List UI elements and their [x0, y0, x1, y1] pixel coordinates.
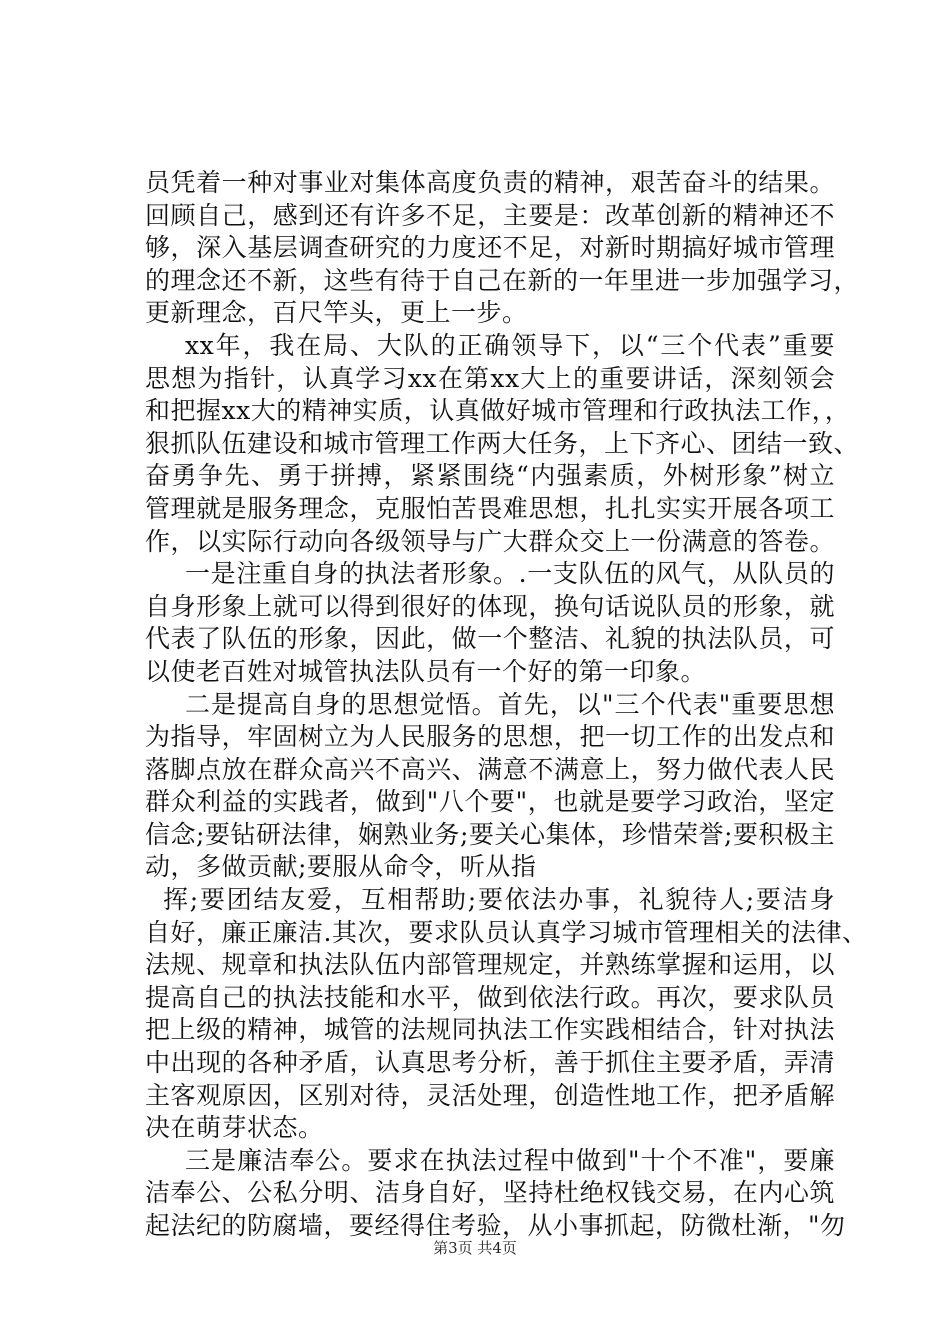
- text-line: 动，多做贡献;要服从命令，听从指: [145, 852, 537, 882]
- text-line: 法规、规章和执法队伍内部管理规定，并熟练掌握和运用，以: [145, 950, 835, 980]
- text-line: 决在萌芽状态。: [145, 1113, 324, 1143]
- text-line: 把上级的精神，城管的法规同执法工作实践相结合，针对执法: [145, 1015, 835, 1045]
- text-line: 奋勇争先、勇于拼搏，紧紧围绕“内强素质，外树形象”树立: [145, 461, 835, 491]
- text-line: 思想为指针，认真学习xx在第xx大上的重要讲话，深刻领会: [145, 363, 835, 393]
- text-line: 落脚点放在群众高兴不高兴、满意不满意上，努力做代表人民: [145, 754, 835, 784]
- page-number-label: 第3页 共4页: [433, 1239, 517, 1257]
- text-line: 管理就是服务理念，克服怕苦畏难思想，扎扎实实开展各项工: [145, 493, 835, 523]
- text-line: 狠抓队伍建设和城市管理工作两大任务，上下齐心、团结一致、: [145, 428, 860, 458]
- text-line: 提高自己的执法技能和水平，做到依法行政。再次，要求队员: [145, 982, 835, 1012]
- text-line: xx年，我在局、大队的正确领导下，以“三个代表”重要: [185, 330, 835, 360]
- text-line: 自好，廉正廉洁.其次，要求队员认真学习城市管理相关的法律、: [145, 917, 868, 947]
- text-line: 中出现的各种矛盾，认真思考分析，善于抓住主要矛盾，弄清: [145, 1048, 835, 1078]
- text-line: 代表了队伍的形象，因此，做一个整洁、礼貌的执法队员，可: [145, 624, 835, 654]
- text-line: 更新理念，百尺竿头，更上一步。: [145, 298, 528, 328]
- text-line: 的理念还不新，这些有待于自己在新的一年里进一步加强学习，: [145, 265, 860, 295]
- text-line: 群众利益的实践者，做到"八个要"，也就是要学习政治，坚定: [145, 787, 835, 817]
- text-line: 回顾自己，感到还有许多不足，主要是：改革创新的精神还不: [145, 200, 835, 230]
- text-line: 二是提高自身的思想觉悟。首先，以"三个代表"重要思想: [185, 689, 835, 719]
- text-line: 以使老百姓对城管执法队员有一个好的第一印象。: [145, 656, 707, 686]
- text-line: 起法纪的防腐墙，要经得住考验，从小事抓起，防微杜渐，"勿: [145, 1211, 846, 1240]
- text-line: 三是廉洁奉公。要求在执法过程中做到"十个不准"，要廉: [185, 1145, 835, 1175]
- text-line: 自身形象上就可以得到很好的体现，换句话说队员的形象，就: [145, 591, 835, 621]
- text-line: 和把握xx大的精神实质，认真做好城市管理和行政执法工作，，: [145, 396, 851, 426]
- text-line: 信念;要钻研法律，娴熟业务;要关心集体，珍惜荣誉;要积极主: [145, 819, 835, 849]
- text-line: 员凭着一种对事业对集体高度负责的精神，艰苦奋斗的结果。: [145, 168, 835, 197]
- text-line: 为指导，牢固树立为人民服务的思想，把一切工作的出发点和: [145, 722, 835, 752]
- text-line: 洁奉公、公私分明、洁身自好，坚持杜绝权钱交易，在内心筑: [145, 1178, 835, 1208]
- text-line: 一是注重自身的执法者形象。.一支队伍的风气，从队员的: [185, 559, 835, 589]
- text-line: 挥;要团结友爱，互相帮助;要依法办事，礼貌待人;要洁身: [163, 885, 835, 915]
- page-footer: [0, 1238, 950, 1258]
- body-text: [145, 167, 868, 1243]
- text-line: 作，以实际行动向各级领导与广大群众交上一份满意的答卷。: [145, 526, 835, 556]
- text-line: 主客观原因，区别对待，灵活处理，创造性地工作，把矛盾解: [145, 1080, 835, 1110]
- text-line: 够，深入基层调查研究的力度还不足，对新时期搞好城市管理: [145, 233, 835, 263]
